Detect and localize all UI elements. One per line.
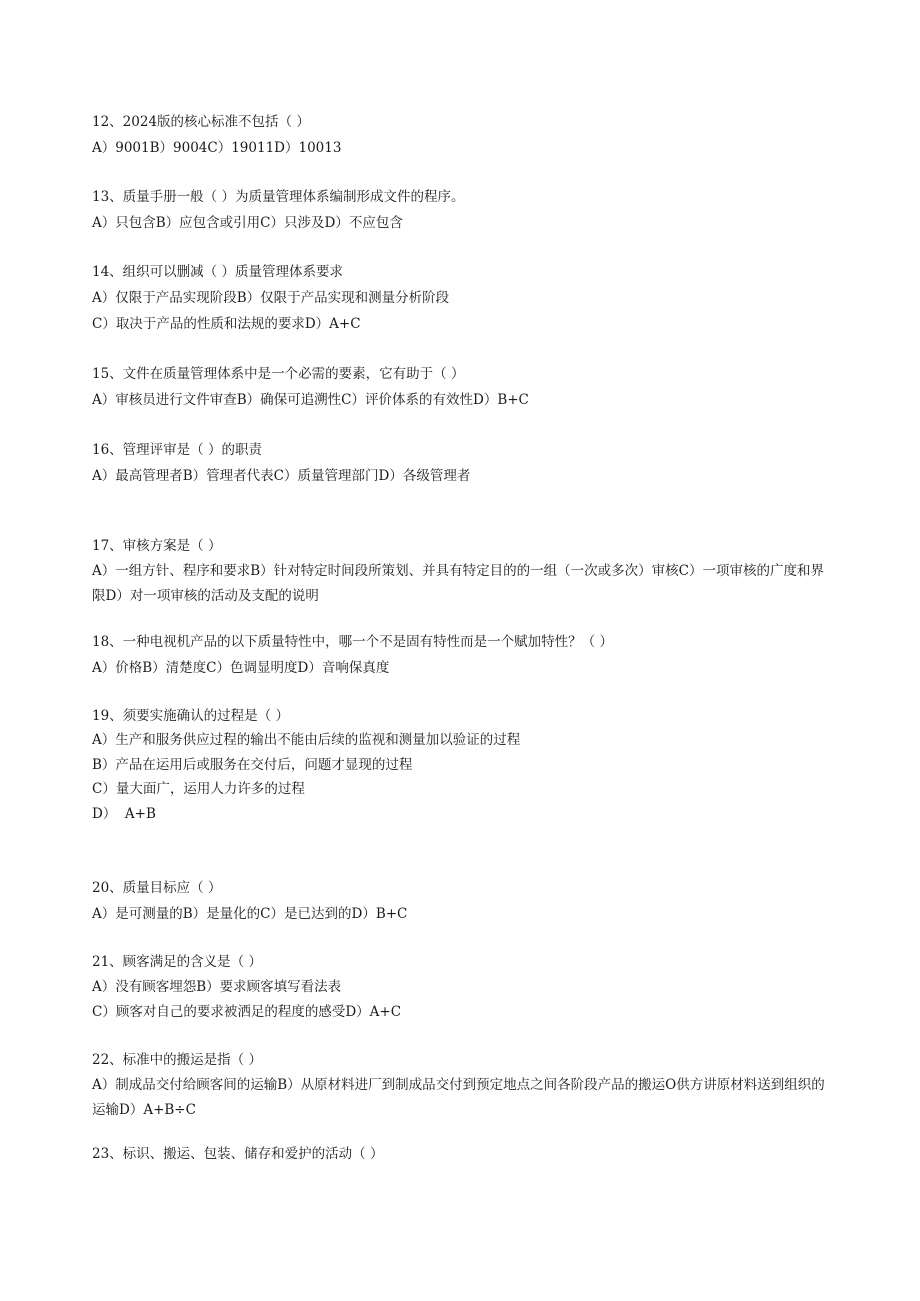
question-21-options-line2: C）顾客对自己的要求被洒足的程度的感受D）A+C bbox=[92, 1004, 402, 1020]
question-12-stem: 12、2024版的核心标准不包括（ ） bbox=[92, 114, 310, 130]
question-14-options-line2: C）取决于产品的性质和法规的要求D）A+C bbox=[92, 316, 361, 332]
question-15-options: A）审核员进行文件审查B）确保可追溯性C）评价体系的有效性D）B+C bbox=[92, 392, 529, 408]
question-22-options: A）制成品交付给顾客间的运输B）从原材料进厂到制成品交付到预定地点之间各阶段产品的搬运O供方讲原材料送到组织的运输D）A+B÷C bbox=[92, 1077, 825, 1118]
question-21-options-line1: A）没有顾客埋怨B）要求顾客填写看法表 bbox=[92, 979, 342, 995]
question-20-stem: 20、质量目标应（ ） bbox=[92, 880, 222, 896]
question-14-stem: 14、组织可以删减（ ）质量管理体系要求 bbox=[92, 264, 343, 280]
question-15-stem: 15、文件在质量管理体系中是一个必需的要素，它有助于（ ） bbox=[92, 366, 465, 382]
question-19-option-b: B）产品在运用后或服务在交付后，问题才显现的过程 bbox=[92, 757, 413, 773]
question-14-options-line1: A）仅限于产品实现阶段B）仅限于产品实现和测量分析阶段 bbox=[92, 290, 450, 306]
question-17-stem: 17、审核方案是（ ） bbox=[92, 538, 222, 554]
question-16-stem: 16、管理评审是（ ）的职责 bbox=[92, 442, 262, 458]
question-21-stem: 21、顾客满足的含义是（ ） bbox=[92, 954, 262, 970]
question-19-option-a: A）生产和服务供应过程的输出不能由后续的监视和测量加以验证的过程 bbox=[92, 732, 521, 748]
question-22-stem: 22、标准中的搬运是指（ ） bbox=[92, 1052, 262, 1068]
question-13-options: A）只包含B）应包含或引用C）只涉及D）不应包含 bbox=[92, 215, 403, 231]
question-12-options: A）9001B）9004C）19011D）10013 bbox=[92, 140, 342, 156]
question-19-stem: 19、须要实施确认的过程是（ ） bbox=[92, 708, 289, 724]
question-19-option-d: D） A+B bbox=[92, 806, 156, 822]
question-23-stem: 23、标识、搬运、包装、储存和爱护的活动（ ） bbox=[92, 1146, 384, 1162]
question-18-stem: 18、一种电视机产品的以下质量特性中，哪一个不是固有特性而是一个赋加特性？（ ） bbox=[92, 634, 613, 650]
question-13-stem: 13、质量手册一般（ ）为质量管理体系编制形成文件的程序。 bbox=[92, 189, 465, 205]
question-16-options: A）最高管理者B）管理者代表C）质量管理部门D）各级管理者 bbox=[92, 468, 471, 484]
question-19-option-c: C）量大面广，运用人力许多的过程 bbox=[92, 781, 305, 797]
question-18-options: A）价格B）清楚度C）色调显明度D）音响保真度 bbox=[92, 660, 390, 676]
question-20-options: A）是可测量的B）是量化的C）是已达到的D）B+C bbox=[92, 906, 408, 922]
question-17-options: A）一组方针、程序和要求B）针对特定时间段所策划、并具有特定目的的一组（一次或多次）审核C）一项审核的广度和界限D）对一项审核的活动及支配的说明 bbox=[92, 563, 824, 604]
